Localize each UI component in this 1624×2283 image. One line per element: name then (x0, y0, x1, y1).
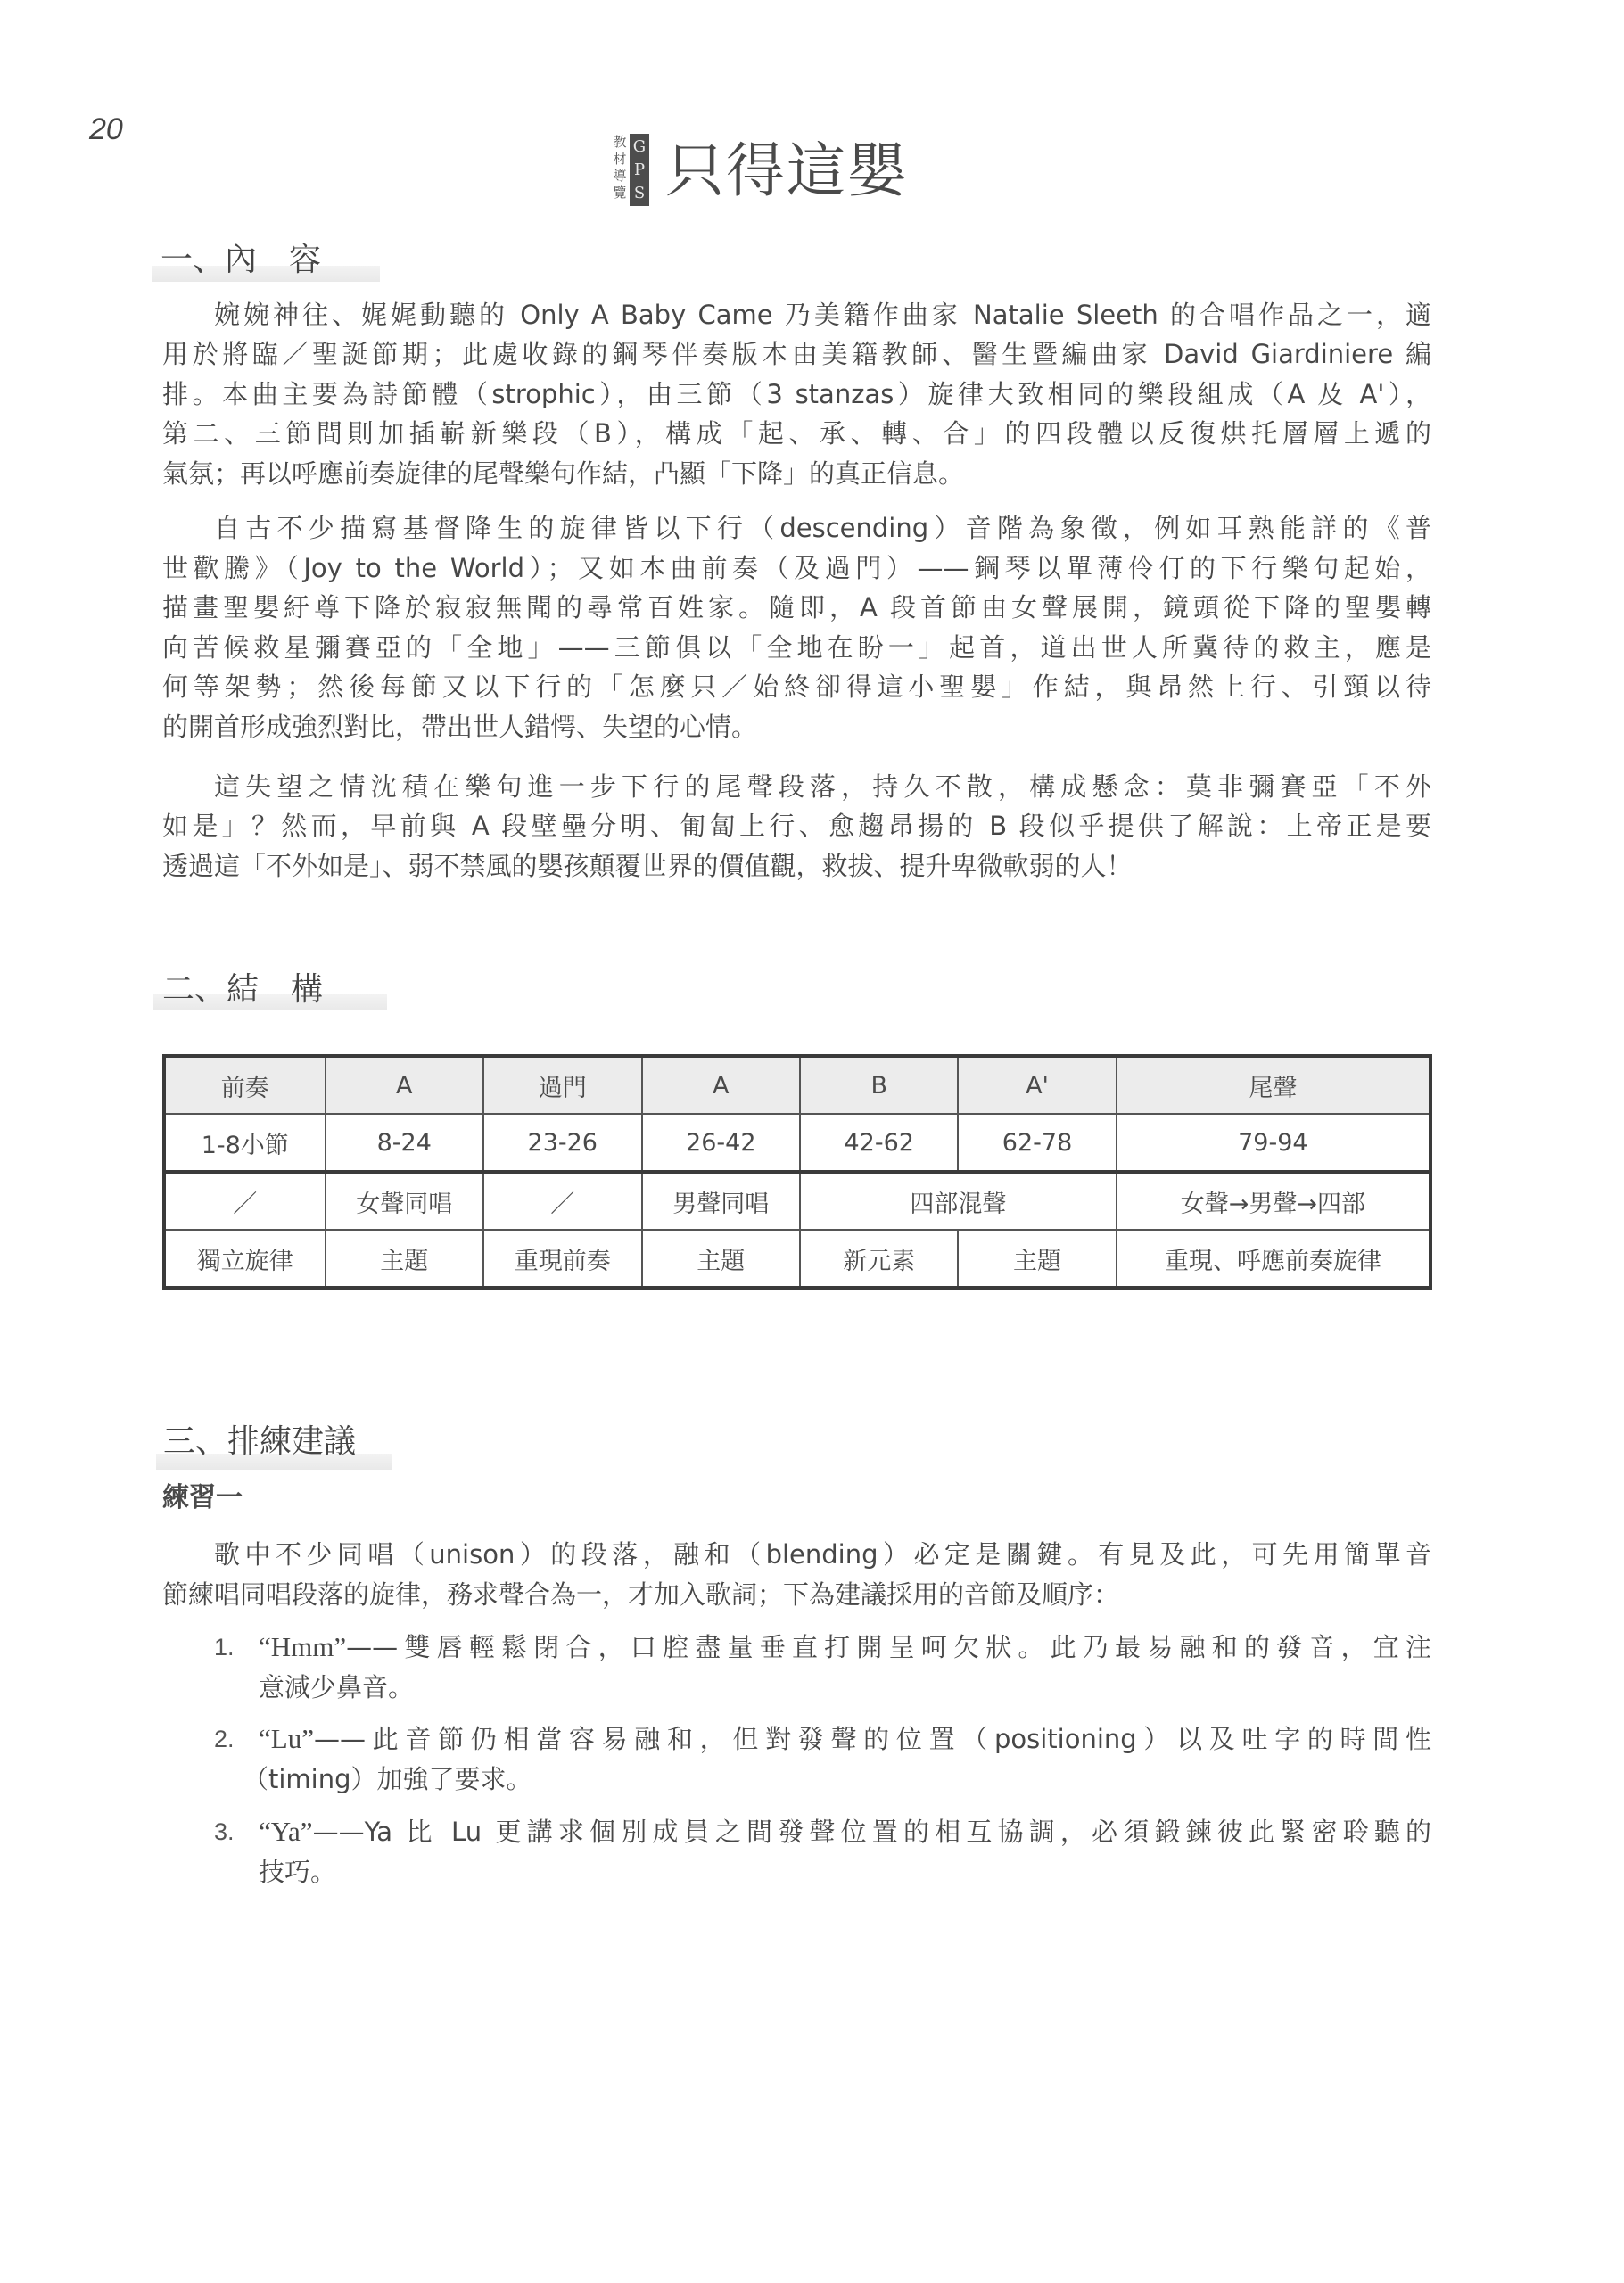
table-cell: ／ (164, 1172, 326, 1230)
table-cell: B (800, 1056, 958, 1114)
table-cell: 過門 (483, 1056, 642, 1114)
table-cell: 四部混聲 (800, 1172, 1117, 1230)
paragraph-line: 用於將臨／聖誕節期；此處收錄的鋼琴伴奏版本由美籍教師、醫生暨編曲家 David Giardiniere 編 (162, 339, 1431, 369)
syllable: “Ya” (259, 1816, 313, 1847)
gps-badge-caption (612, 134, 628, 202)
badge-char: 教 (613, 134, 627, 150)
list-number: 1. (214, 1634, 235, 1661)
table-cell: A (642, 1056, 801, 1114)
list-line (259, 1632, 1431, 1662)
gps-badge (630, 134, 649, 206)
list-text: ——雙唇輕鬆閉合，口腔盡量垂直打開呈呵欠狀。此乃最易融和的發音，宜注 (346, 1632, 1431, 1662)
paragraph-line: 婉婉神往、娓娓動聽的 Only A Baby Came 乃美籍作曲家 Natalie Sleeth 的合唱作品之一，適 (214, 300, 1431, 330)
badge-char: 材 (613, 151, 627, 167)
list-text: ——Ya 比 Lu 更講求個別成員之間發聲位置的相互協調，必須鍛鍊彼此緊密聆聽的 (312, 1817, 1431, 1847)
table-cell: 主題 (958, 1230, 1116, 1288)
table-cell: 新元素 (800, 1230, 958, 1288)
paragraph-line: 的開首形成強烈對比，帶出世人錯愕、失望的心情。 (162, 712, 758, 742)
table-header-row (164, 1056, 1430, 1114)
table-cell: 42-62 (800, 1114, 958, 1172)
paragraph-line: 歌中不少同唱（unison）的段落，融和（blending）必定是關鍵。有見及此，可先用簡單音 (214, 1539, 1431, 1570)
page-number: 20 (89, 112, 123, 146)
list-line (259, 1724, 1431, 1754)
table-cell: 尾聲 (1117, 1056, 1430, 1114)
list-line (259, 1817, 1431, 1847)
paragraph-line: 排。本曲主要為詩節體（strophic），由三節（3 stanzas）旋律大致相同的樂段組成（A 及 A'）， (162, 379, 1431, 409)
table-row-material (164, 1230, 1430, 1288)
syllable: “Hmm” (259, 1631, 347, 1662)
exercise-heading: 練習一 (162, 1482, 243, 1513)
gps-letter: S (633, 183, 646, 202)
paragraph-line: 世歡騰》（Joy to the World）；又如本曲前奏（及過門）——鋼琴以單薄伶仃的下行樂句起始， (162, 553, 1431, 583)
badge-char: 覽 (613, 185, 627, 201)
structure-table (162, 1054, 1432, 1290)
paragraph-line: 第二、三節間則加插嶄新樂段（B），構成「起、承、轉、合」的四段體以反復烘托層層上遞的 (162, 418, 1431, 449)
table-cell: 1-8小節 (164, 1114, 326, 1172)
table-cell: 男聲同唱 (642, 1172, 801, 1230)
paragraph-line: 透過這「不外如是」、弱不禁風的嬰孩顛覆世界的價值觀，救拔、提升卑微軟弱的人！ (162, 851, 1133, 881)
list-line: 技巧。 (259, 1857, 337, 1887)
table-cell: 獨立旋律 (164, 1230, 326, 1288)
paragraph-line: 這失望之情沈積在樂句進一步下行的尾聲段落，持久不散，構成懸念：莫非彌賽亞「不外 (214, 771, 1431, 802)
section-heading-rehearsal: 三、排練建議 (163, 1423, 357, 1460)
paragraph-line: 描畫聖嬰紆尊下降於寂寂無聞的尋常百姓家。隨即，A 段首節由女聲展開，鏡頭從下降的聖嬰轉 (162, 592, 1431, 622)
badge-char: 導 (613, 168, 627, 184)
syllable: “Lu” (259, 1723, 314, 1754)
paragraph-line: 如是」？然而，早前與 A 段壁壘分明、匍匐上行、愈趨昂揚的 B 段似乎提供了解說：上帝正是要 (162, 811, 1431, 841)
table-cell: 女聲→男聲→四部 (1117, 1172, 1430, 1230)
list-number: 3. (214, 1818, 235, 1845)
table-row-bars (164, 1114, 1430, 1172)
paragraph-line: 節練唱同唱段落的旋律，務求聲合為一，才加入歌詞；下為建議採用的音節及順序： (162, 1579, 1120, 1610)
table-cell: 26-42 (642, 1114, 801, 1172)
paragraph-line: 向苦候救星彌賽亞的「全地」——三節俱以「全地在盼一」起首，道出世人所冀待的救主，應是 (162, 632, 1431, 663)
list-line: （timing）加強了要求。 (243, 1764, 532, 1794)
gps-letter: P (633, 160, 646, 179)
table-cell: 女聲同唱 (326, 1172, 484, 1230)
gps-letter: G (632, 136, 647, 156)
table-cell: 前奏 (164, 1056, 326, 1114)
paragraph-line: 何等架勢；然後每節又以下行的「怎麼只／始終卻得這小聖嬰」作結，與昂然上行、引頸以待 (162, 672, 1431, 702)
table-cell: 62-78 (958, 1114, 1116, 1172)
list-text: ——此音節仍相當容易融和，但對發聲的位置（positioning）以及吐字的時間性 (313, 1724, 1431, 1754)
section-heading-content: 一、內 容 (161, 242, 322, 278)
page-title: 只得這嬰 (665, 136, 908, 205)
paragraph-line: 自古不少描寫基督降生的旋律皆以下行（descending）音階為象徵，例如耳熟能詳的《普 (214, 513, 1431, 543)
table-cell: 23-26 (483, 1114, 642, 1172)
table-row-voices (164, 1172, 1430, 1230)
table-cell: 主題 (642, 1230, 801, 1288)
table-cell: ／ (483, 1172, 642, 1230)
table-cell: A (326, 1056, 484, 1114)
paragraph-line: 氣氛；再以呼應前奏旋律的尾聲樂句作結，凸顯「下降」的真正信息。 (162, 458, 965, 489)
list-number: 2. (214, 1726, 235, 1752)
list-line: 意減少鼻音。 (259, 1672, 415, 1702)
section-heading-structure: 二、結 構 (162, 971, 324, 1008)
table-cell: 重現前奏 (483, 1230, 642, 1288)
table-cell: A' (958, 1056, 1116, 1114)
table-cell: 主題 (326, 1230, 484, 1288)
table-cell: 8-24 (326, 1114, 484, 1172)
table-cell: 重現、呼應前奏旋律 (1117, 1230, 1430, 1288)
table-cell: 79-94 (1117, 1114, 1430, 1172)
